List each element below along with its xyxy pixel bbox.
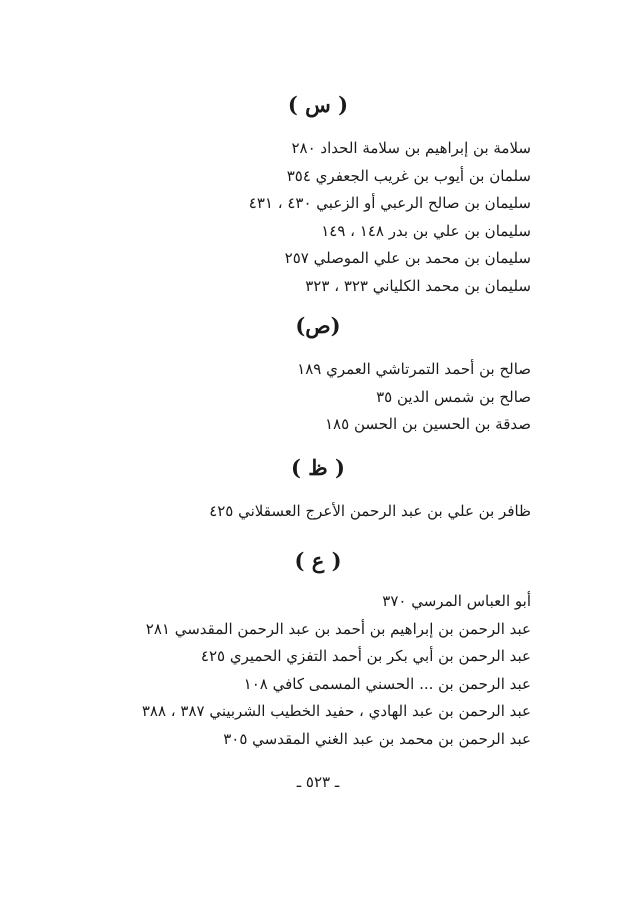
index-entry: صالح بن أحمد التمرتاشي العمري ١٨٩ bbox=[297, 360, 531, 378]
section-heading-sad: (ص) bbox=[295, 313, 341, 338]
index-entry: أبو العباس المرسي ٣٧٠ bbox=[382, 592, 531, 610]
section-zaa-entries bbox=[209, 498, 531, 526]
index-entry: عبد الرحمن بن عبد الهادي ، حفيد الخطيب الشربيني ٣٨٧ ، ٣٨٨ bbox=[141, 702, 531, 720]
section-seen-entries bbox=[249, 135, 531, 300]
index-entry: سليمان بن محمد بن علي الموصلي ٢٥٧ bbox=[284, 249, 531, 267]
section-ayn-entries bbox=[142, 588, 531, 753]
section-heading-zaa: ( ظ ) bbox=[291, 455, 345, 480]
index-entry: عبد الرحمن بن إبراهيم بن أحمد بن عبد الرحمن المقدسي ٢٨١ bbox=[145, 619, 531, 638]
index-entry: عبد الرحمن بن أبي بكر بن أحمد التفزي الحميري ٤٢٥ bbox=[200, 647, 531, 665]
section-heading-ayn: ( ع ) bbox=[294, 548, 342, 573]
section-heading-seen: ( س ) bbox=[287, 92, 349, 117]
index-entry: سلمان بن أيوب بن غريب الجعفري ٣٥٤ bbox=[286, 166, 531, 185]
index-entry: عبد الرحمن بن محمد بن عبد الغني المقدسي ٣٠٥ bbox=[223, 729, 531, 748]
index-entry: سليمان بن صالح الرعبي أو الزعبي ٤٣٠ ، ٤٣١ bbox=[248, 194, 531, 212]
index-entry: سليمان بن محمد الكلياني ٣٢٣ ، ٣٢٣ bbox=[305, 276, 531, 295]
index-entry: سليمان بن علي بن بدر ١٤٨ ، ١٤٩ bbox=[321, 221, 531, 240]
index-entry: عبد الرحمن بن ... الحسني المسمى كافي ١٠٨ bbox=[243, 674, 531, 693]
index-entry: صالح بن شمس الدين ٣٥ bbox=[376, 387, 531, 406]
index-entry: سلامة بن إبراهيم بن سلامة الحداد ٢٨٠ bbox=[291, 139, 531, 157]
section-sad-entries bbox=[297, 356, 531, 439]
page-number: ـ ٥٢٣ ـ bbox=[296, 773, 340, 791]
index-entry: ظافر بن علي بن عبد الرحمن الأعرج العسقلاني ٤٢٥ bbox=[209, 502, 531, 520]
index-entry: صدقة بن الحسين بن الحسن ١٨٥ bbox=[325, 415, 531, 433]
